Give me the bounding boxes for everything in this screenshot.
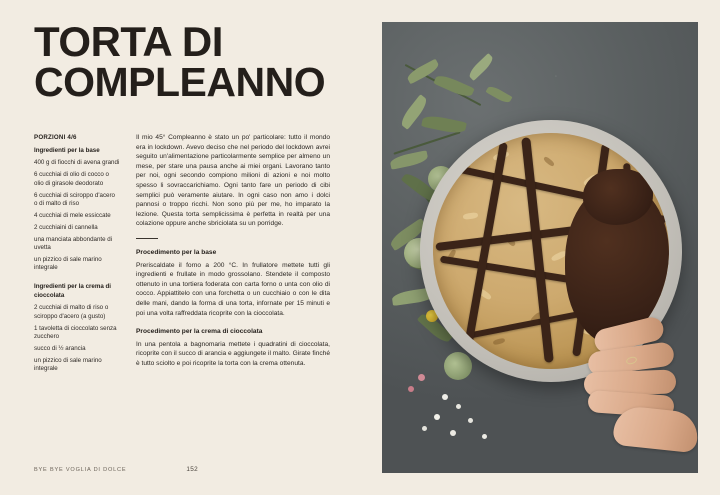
page-footer <box>34 466 334 473</box>
procedure-cream-text: In una pentola a bagnomaria mettete i quadratini di cioccolata, ricoprite con il succo di arancia e aggiungete il malto. Girate finché è tutto sciolto e poi ricoprite la torta con la crema ottenuta. <box>136 340 330 367</box>
ingredient-item: 4 cucchiai di mele essiccate <box>34 211 111 219</box>
ingredient-item: un pizzico di sale marino integrale <box>34 356 102 373</box>
body-column <box>136 133 330 377</box>
intro-paragraph: Il mio 45° Compleanno è stato un po' particolare: tutto il mondo era in lockdown. Avevo deciso che nel periodo del lockdown avrei seguito un'alimentazione particolarmente semplice per almeno un mese, per stare una pausa anche ai miei organi. Lavorano tanto per noi, ogni secondo compiono milioni di azioni e noi molto spesso li sovraccarichiamo. Ogni tanto fare un periodo di cibi semplici può veramente aiutare. In ogni caso non amo i dolci pannosi o troppo ricchi. Non sono più per me, ho imparato la lezione. Questa torta semplicissima è perfetta in realtà per una colazione oppure anche sbriciolata su un porridge. <box>136 134 330 228</box>
title-line-1: TORTA DI <box>34 18 223 65</box>
column-spacer <box>34 276 120 283</box>
base-ingredients-heading: Ingredienti per la base <box>34 147 100 154</box>
procedure-cream-heading: Procedimento per la crema di cioccolata <box>136 328 263 336</box>
title-line-2: COMPLEANNO <box>34 59 326 105</box>
procedure-base-heading: Procedimento per la base <box>136 248 217 256</box>
page-title <box>34 18 344 105</box>
ingredient-item: un pizzico di sale marino integrale <box>34 256 102 272</box>
hand <box>554 317 698 447</box>
running-head: BYE BYE VOGLIA DI DOLCE <box>34 466 127 473</box>
procedure-base-text: Preriscaldate il forno a 200 °C. In frullatore mettete tutti gli ingredienti e frullate in modo grossolano. Stendete il composto ottenuto in una tortiera foderata con carta forno o unta con olio di cocco. Appiattitelo con una forchetta o un cucchiaio o con le dita delle mani, dando la forma di una torta, infornate per 15 minuti e poi una volta raffreddata ricoprite con la cioccolata. <box>136 261 330 317</box>
page-number: 152 <box>186 466 198 473</box>
ingredients-column <box>34 133 120 377</box>
ingredient-item: 2 cucchiaini di cannella <box>34 223 98 231</box>
ingredient-item: 2 cucchiai di malto di riso o sciroppo d'acero (a gusto) <box>34 304 109 320</box>
right-page <box>360 0 720 495</box>
portions-heading: PORZIONI 4/6 <box>34 134 77 141</box>
ingredient-item: succo di ½ arancia <box>34 344 86 352</box>
ingredient-item: 1 tavoletta di cioccolato senza zucchero <box>34 324 117 340</box>
text-columns <box>34 133 330 377</box>
ingredient-item: 6 cucchiai di olio di cocco o olio di girasole deodorato <box>34 171 109 187</box>
cream-ingredients-heading: Ingredienti per la crema di cioccolata <box>34 283 112 299</box>
ingredient-item: 6 cucchiai di sciroppo d'acero o di malto di riso <box>34 191 115 208</box>
ingredient-item: una manciata abbondante di uvetta <box>34 235 113 252</box>
ingredient-item: 400 g di fiocchi di avena grandi <box>34 159 120 167</box>
recipe-photo <box>382 22 698 473</box>
section-divider <box>136 238 158 239</box>
